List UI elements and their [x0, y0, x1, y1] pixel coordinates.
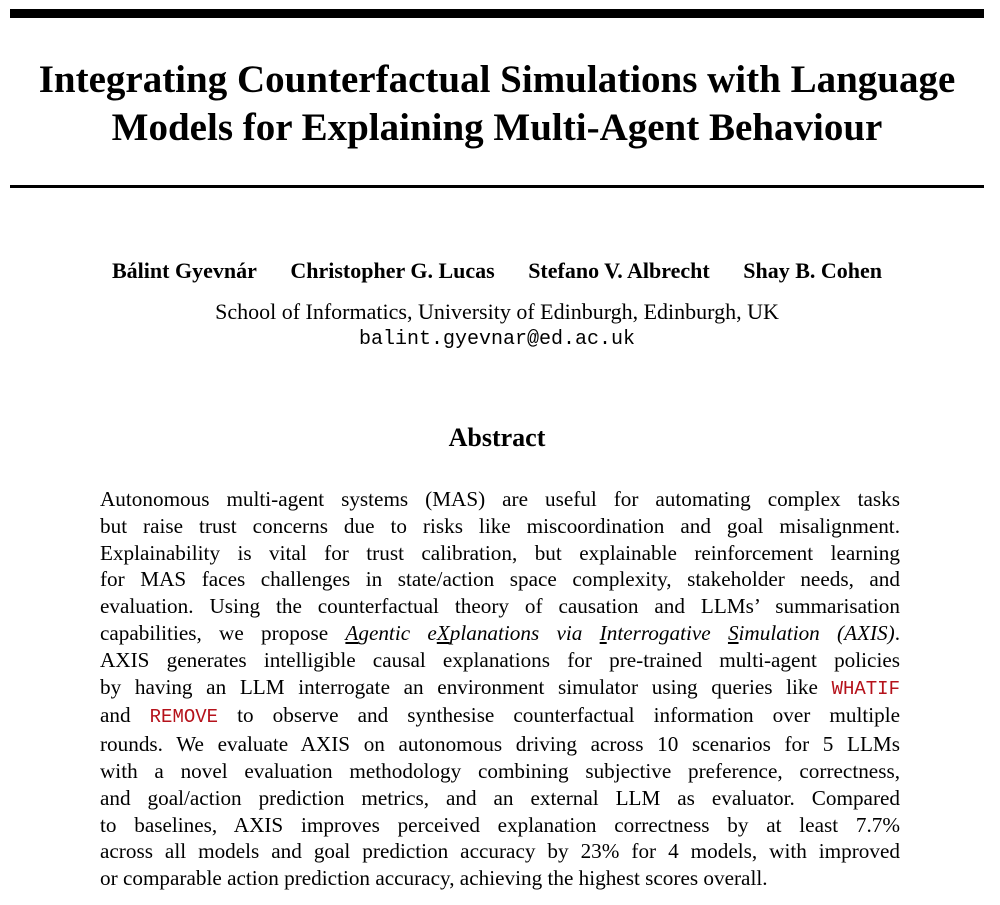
- title-bottom-rule: [10, 185, 984, 188]
- text-run: by having an LLM interrogate an environment simulator using queries like: [100, 674, 832, 699]
- text-run: .: [894, 620, 900, 645]
- abstract-line: but raise trust concerns due to risks like miscoordination and goal misalignment.: [100, 513, 900, 538]
- text-run: gentic e: [358, 620, 437, 645]
- author-name: Stefano V. Albrecht: [528, 258, 710, 283]
- author-list: [0, 256, 994, 286]
- text-run: capabilities, we propose: [100, 620, 346, 645]
- abstract-line: to baselines, AXIS improves perceived explanation correctness by at least 7.7%: [100, 812, 900, 837]
- abstract-heading: Abstract: [448, 423, 546, 452]
- author-name: Christopher G. Lucas: [290, 258, 495, 283]
- affiliation: School of Informatics, University of Edinburgh, Edinburgh, UK: [215, 299, 779, 324]
- title-line-2: Models for Explaining Multi-Agent Behaviour: [111, 106, 883, 149]
- text-run: nterrogative: [606, 620, 728, 645]
- text-run: imulation (AXIS): [738, 620, 895, 645]
- author-email: balint.gyevnar@ed.ac.uk: [358, 328, 636, 351]
- abstract-line: AXIS generates intelligible causal explanations for pre-trained multi-agent policies: [100, 647, 900, 672]
- abstract-line: with a novel evaluation methodology combining subjective preference, correctness,: [100, 758, 900, 783]
- text-run: to observe and synthesise counterfactual information over multiple: [218, 703, 901, 728]
- top-rule: [10, 9, 984, 18]
- remove-code: REMOVE: [149, 706, 219, 729]
- paper-title: [0, 56, 994, 152]
- abstract-line: or comparable action prediction accuracy, achieving the highest scores overall.: [100, 866, 768, 891]
- abstract-line: [100, 674, 900, 703]
- acronym-letter: S: [727, 620, 739, 645]
- abstract-line: Autonomous multi-agent systems (MAS) are useful for automating complex tasks: [100, 487, 900, 511]
- author-name: Bálint Gyevnár: [112, 258, 257, 283]
- text-run: and: [100, 703, 150, 728]
- axis-acronym-expansion: [345, 621, 894, 645]
- abstract-line: and goal/action prediction metrics, and an external LLM as evaluator. Compared: [100, 785, 900, 810]
- text-run: planations via: [449, 620, 600, 645]
- author-name: Shay B. Cohen: [743, 258, 882, 283]
- abstract-body: [100, 486, 900, 892]
- abstract-line: across all models and goal prediction accuracy by 23% for 4 models, with improved: [100, 839, 900, 864]
- acronym-letter: X: [436, 620, 450, 645]
- title-line-1: Integrating Counterfactual Simulations with Language: [38, 58, 956, 101]
- abstract-line: Explainability is vital for trust calibration, but explainable reinforcement learning: [100, 540, 900, 565]
- acronym-letter: A: [345, 620, 359, 645]
- abstract-line: [100, 702, 900, 731]
- whatif-code: WHATIF: [831, 677, 900, 700]
- abstract-line: rounds. We evaluate AXIS on autonomous driving across 10 scenarios for 5 LLMs: [100, 732, 900, 757]
- abstract-line: evaluation. Using the counterfactual theory of causation and LLMs’ summarisation: [100, 594, 900, 619]
- acronym-letter: I: [599, 620, 607, 645]
- abstract-line: [100, 620, 900, 647]
- abstract-line: for MAS faces challenges in state/action space complexity, stakeholder needs, and: [100, 567, 900, 592]
